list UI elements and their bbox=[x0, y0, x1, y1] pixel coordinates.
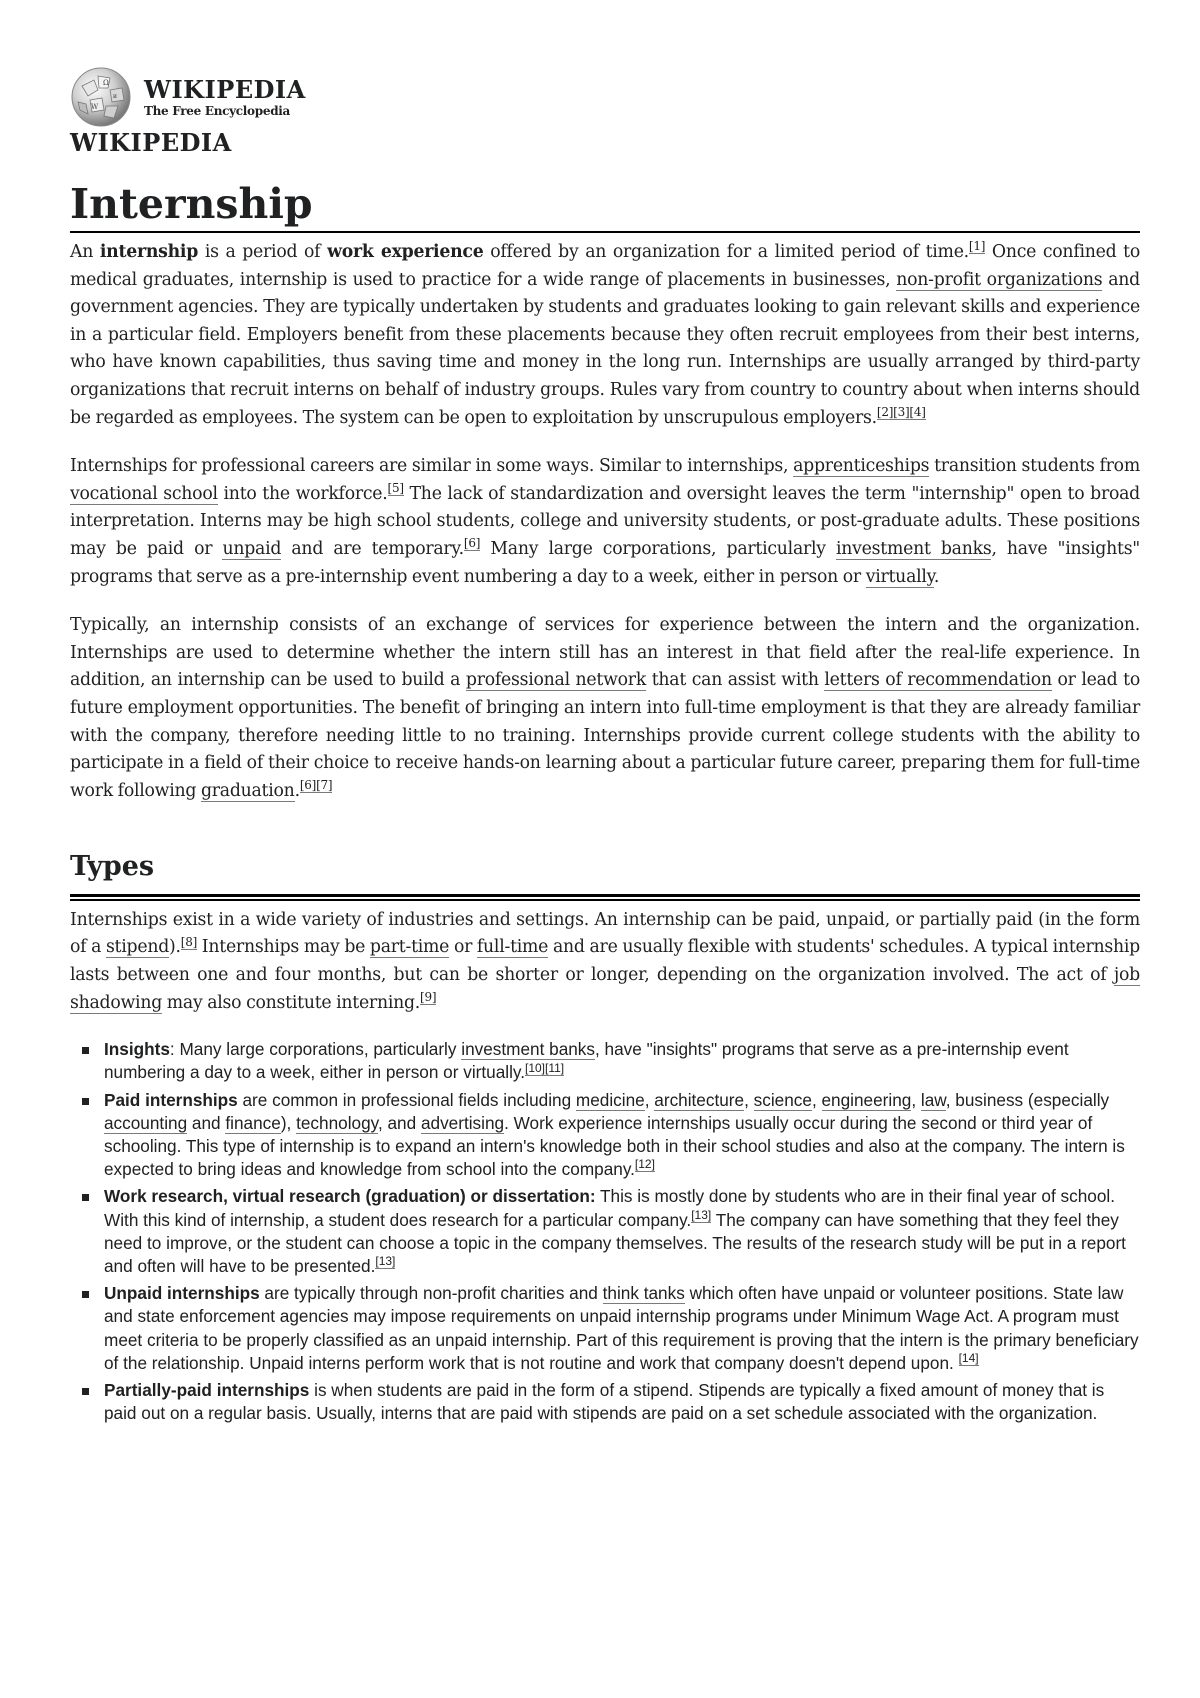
citation-13[interactable]: [13] bbox=[375, 1254, 396, 1269]
link-accounting[interactable]: accounting bbox=[104, 1112, 188, 1133]
link-investment-banks[interactable]: investment banks bbox=[836, 539, 992, 560]
svg-text:и: и bbox=[113, 93, 117, 100]
link-think-tanks[interactable]: think tanks bbox=[602, 1283, 685, 1304]
wordmark: WIKIPEDIA bbox=[144, 74, 306, 104]
citation-1[interactable]: [1] bbox=[968, 239, 986, 254]
list-item-partially-paid: Partially-paid internships is when students are paid in the form of a stipend. Stipends are typically a fixed amount of money that is paid out on a regular basis. Usually, interns that are paid with stipends are paid on a set schedule associated with the organization. bbox=[70, 1379, 1140, 1425]
types-list bbox=[70, 1038, 1140, 1425]
section-divider bbox=[70, 894, 1140, 901]
link-graduation[interactable]: graduation bbox=[200, 780, 295, 801]
intro-paragraph-2: Internships for professional careers are similar in some ways. Similar to internships, apprenticeships transition students from vocational school into the workforce.[5] The lack of standardization and oversight leaves the term "internship" open to broad interpretation. Interns may be high school students, college and university students, or post-graduate adults. These positions may be paid or unpaid and are temporary.[6] Many large corporations, particularly investment banks, have "insights" programs that serve as a pre-internship event numbering a day to a week, either in person or virtually. bbox=[70, 456, 1141, 587]
citation-9[interactable]: [9] bbox=[420, 989, 437, 1004]
intro-paragraph-1: An internship is a period of work experience offered by an organization for a limited period of time.[1] Once confined to medical graduates, internship is used to practice for a wide range of placements in businesses, non-profit organizations and government agencies. They are typically undertaken by students and graduates looking to gain relevant skills and experience in a particular field. Employers benefit from these placements because they often recruit employees from their best interns, who have known capabilities, thus saving time and money in the long run. Internships are usually arranged by third-party organizations that recruit interns on behalf of industry groups. Rules vary from country to country about when interns should be regarded as employees. The system can be open to exploitation by unscrupulous employers.[2][3][4] bbox=[70, 239, 1140, 428]
link-apprenticeships[interactable]: apprenticeships bbox=[793, 456, 930, 477]
svg-text:Ω: Ω bbox=[103, 79, 109, 87]
link-vocational-school[interactable]: vocational school bbox=[70, 483, 218, 504]
list-item-unpaid-internships: Unpaid internships are typically through non-profit charities and think tanks which often have unpaid or volunteer positions. State law and state enforcement agencies may impose requirements on unpaid internship programs under Minimum Wage Act. A program must meet criteria to be properly classified as an unpaid internship. Part of this requirement is proving that the intern is the primary beneficiary of the relationship. Unpaid interns perform work that is not routine and work that company doesn't depend upon. [14] bbox=[70, 1282, 1140, 1375]
citation-4[interactable]: [4] bbox=[909, 404, 926, 419]
citation-12[interactable]: [12] bbox=[634, 1157, 655, 1172]
link-non-profit-organizations[interactable]: non-profit organizations bbox=[896, 269, 1103, 290]
link-job-shadowing[interactable]: job shadowing bbox=[70, 964, 1140, 1013]
link-unpaid[interactable]: unpaid bbox=[222, 539, 282, 560]
link-engineering[interactable]: engineering bbox=[821, 1089, 912, 1110]
link-part-time[interactable]: part-time bbox=[369, 937, 450, 958]
link-advertising[interactable]: advertising bbox=[420, 1112, 505, 1133]
link-medicine[interactable]: medicine bbox=[575, 1089, 645, 1110]
citation-5[interactable]: [5] bbox=[387, 481, 404, 496]
link-full-time[interactable]: full-time bbox=[476, 937, 549, 958]
citation-8[interactable]: [8] bbox=[180, 934, 198, 949]
link-letters-of-recommendation[interactable]: letters of recommendation bbox=[824, 670, 1052, 691]
citation-13[interactable]: [13] bbox=[691, 1207, 712, 1222]
link-law[interactable]: law bbox=[920, 1089, 946, 1110]
citation-11[interactable]: [11] bbox=[545, 1060, 565, 1075]
types-paragraph: Internships exist in a wide variety of industries and settings. An internship can be paid, unpaid, or partially paid (in the form of a stipend).[8] Internships may be part-time or full-time and are usually flexible with students' schedules. A typical internship lasts between one and four months, but can be shorter or longer, depending on the organization involved. The act of job shadowing may also constitute interning.[9] bbox=[70, 909, 1140, 1013]
link-finance[interactable]: finance bbox=[225, 1112, 281, 1133]
link-architecture[interactable]: architecture bbox=[654, 1089, 745, 1110]
section-heading-types: Types bbox=[70, 851, 155, 883]
site-logo[interactable] bbox=[70, 68, 1140, 126]
svg-text:W: W bbox=[91, 103, 99, 111]
link-virtually[interactable]: virtually bbox=[865, 566, 934, 587]
citation-6[interactable]: [6] bbox=[463, 536, 481, 551]
wordmark-secondary: WIKIPEDIA bbox=[70, 128, 232, 157]
list-item-work-research: Work research, virtual research (graduation) or dissertation: This is mostly done by students who are in their final year of school. With this kind of internship, a student does research for a particular company.[13] The company can have something that they feel they need to improve, or the student can choose a topic in the company themselves. The results of the research study will be put in a report and often will have to be presented.[13] bbox=[70, 1185, 1140, 1278]
link-science[interactable]: science bbox=[753, 1089, 812, 1110]
link-investment-banks[interactable]: investment banks bbox=[461, 1039, 595, 1060]
citation-14[interactable]: [14] bbox=[958, 1351, 979, 1366]
list-item-insights: Insights: Many large corporations, particularly investment banks, have "insights" programs that serve as a pre-internship event numbering a day to a week, either in person or virtually.[10][11] bbox=[70, 1038, 1140, 1084]
page bbox=[70, 68, 1140, 1429]
wikipedia-globe-icon bbox=[70, 66, 132, 128]
list-item-paid-internships: Paid internships are common in professional fields including medicine, architecture, science, engineering, law, business (especially accounting and finance), technology, and advertising. Work experience internships usually occur during the second or third year of schooling. This type of internship is to expand an intern's knowledge both in their school studies and also at the company. The intern is expected to bring ideas and knowledge from school into the company.[12] bbox=[70, 1089, 1140, 1182]
link-stipend[interactable]: stipend bbox=[105, 937, 170, 958]
citation-10[interactable]: [10] bbox=[525, 1060, 546, 1075]
link-technology[interactable]: technology bbox=[296, 1112, 378, 1133]
link-professional-network[interactable]: professional network bbox=[465, 670, 647, 691]
citation-6[interactable]: [6] bbox=[299, 778, 317, 793]
intro-paragraph-3: Typically, an internship consists of an exchange of services for experience between the intern and the organization. Internships are used to determine whether the intern still has an interest in that field after the real-life experience. In addition, an internship can be used to build a professional network that can assist with letters of recommendation or lead to future employment opportunities. The benefit of bringing an intern into full-time employment is that they are already familiar with the company, therefore needing little to no training. Internships provide current college students with the ability to participate in a field of their choice to receive hands-on learning about a particular future career, preparing them for full-time work following graduation.[6][7] bbox=[70, 615, 1140, 801]
page-title: Internship bbox=[70, 182, 1140, 233]
citation-3[interactable]: [3] bbox=[893, 404, 910, 419]
citation-7[interactable]: [7] bbox=[316, 778, 333, 793]
citation-2[interactable]: [2] bbox=[876, 404, 894, 419]
tagline: The Free Encyclopedia bbox=[144, 103, 291, 118]
